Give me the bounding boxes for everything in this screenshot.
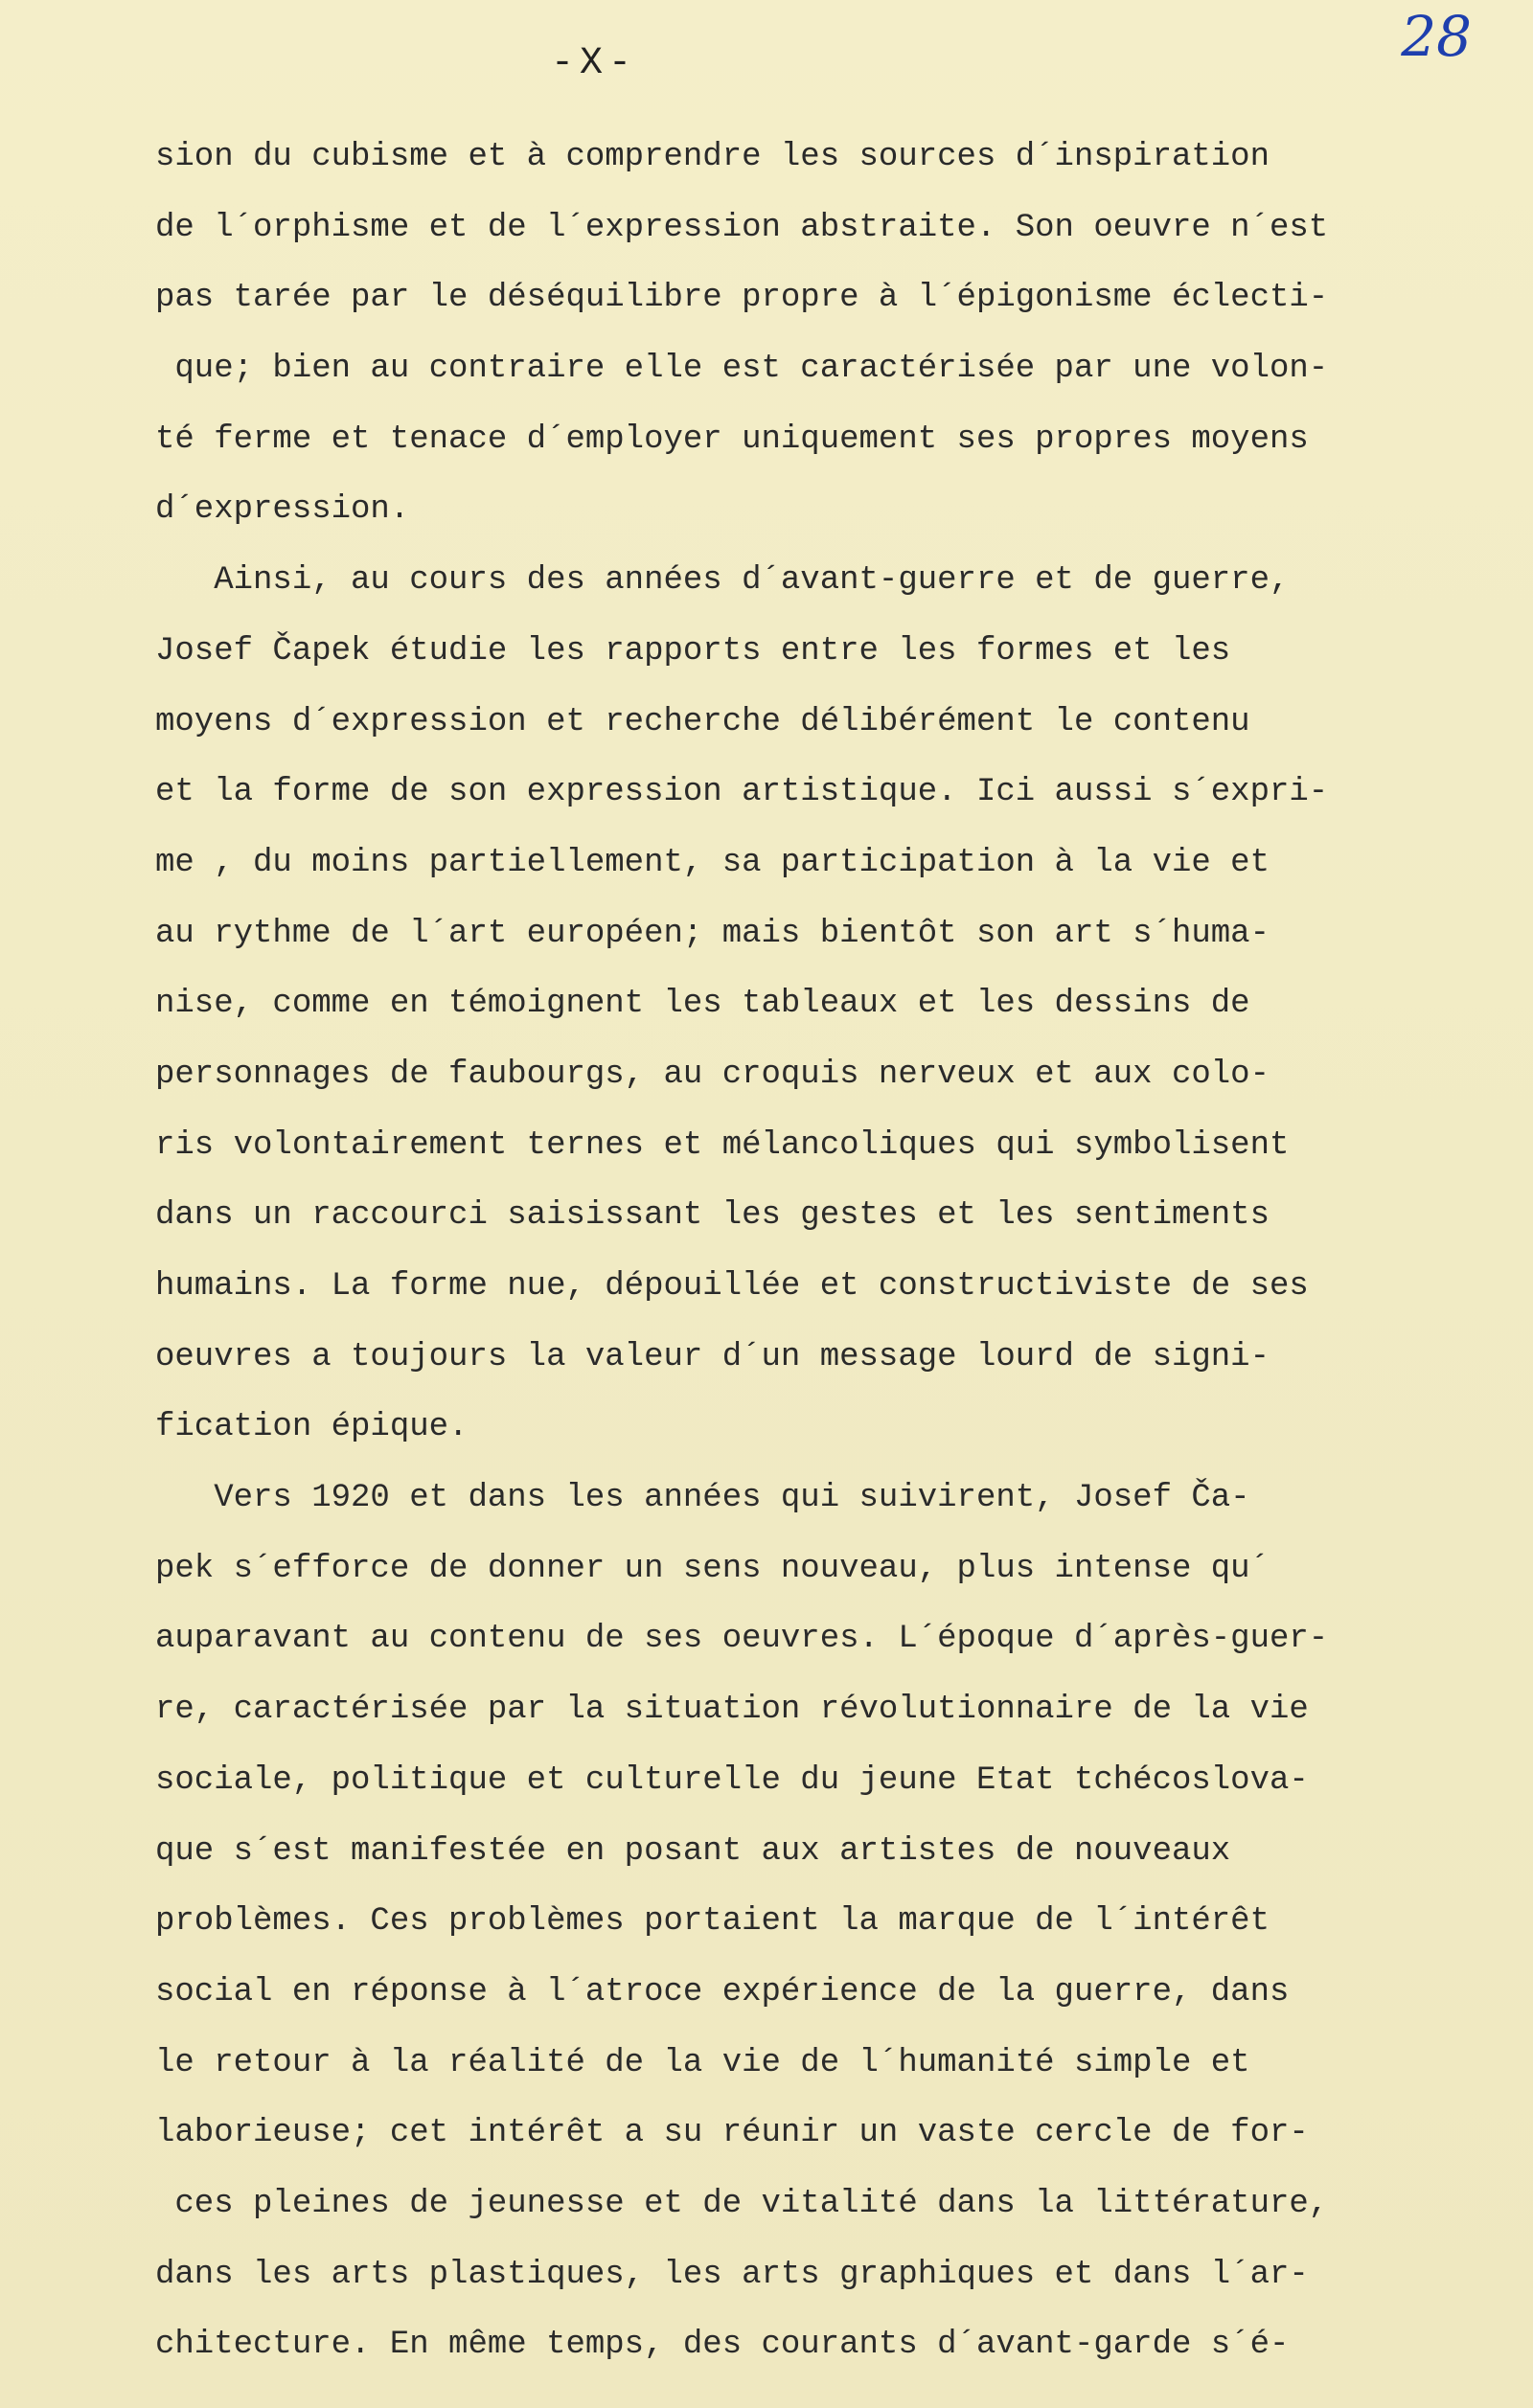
- text-line: dans un raccourci saisissant les gestes et les sentiments: [155, 1197, 1270, 1235]
- section-marker: -X-: [551, 42, 638, 85]
- text-line: social en réponse à l´atroce expérience de la guerre, dans: [155, 1973, 1290, 2010]
- text-line: laborieuse; cet intérêt a su réunir un vaste cercle de for-: [155, 2115, 1309, 2152]
- text-line: auparavant au contenu de ses oeuvres. L´époque d´après-guer-: [155, 1621, 1329, 1658]
- body-text: [155, 123, 1439, 2381]
- text-line: re, caractérisée par la situation révolutionnaire de la vie: [155, 1692, 1309, 1729]
- text-line: sociale, politique et culturelle du jeune Etat tchécoslova-: [155, 1761, 1309, 1799]
- text-line: ris volontairement ternes et mélancoliques qui symbolisent: [155, 1126, 1290, 1164]
- text-line: té ferme et tenace d´employer uniquement ses propres moyens: [155, 420, 1309, 458]
- text-line: nise, comme en témoignent les tableaux et les dessins de: [155, 986, 1250, 1023]
- text-line: que; bien au contraire elle est caractérisée par une volon-: [155, 351, 1329, 388]
- text-line: pas tarée par le déséquilibre propre à l´épigonisme éclecti-: [155, 280, 1329, 317]
- text-line: pek s´efforce de donner un sens nouveau, plus intense qu´: [155, 1550, 1270, 1587]
- text-line: Ainsi, au cours des années d´avant-guerre et de guerre,: [155, 562, 1290, 600]
- text-line: au rythme de l´art européen; mais bientôt son art s´huma-: [155, 915, 1270, 952]
- text-line: me , du moins partiellement, sa participation à la vie et: [155, 844, 1270, 881]
- text-line: et la forme de son expression artistique. Ici aussi s´expri-: [155, 774, 1329, 811]
- text-line: oeuvres a toujours la valeur d´un message lourd de signi-: [155, 1338, 1270, 1375]
- text-line: le retour à la réalité de la vie de l´humanité simple et: [155, 2044, 1250, 2081]
- text-line: sion du cubisme et à comprendre les sources d´inspiration: [155, 139, 1270, 175]
- text-line: dans les arts plastiques, les arts graphiques et dans l´ar-: [155, 2256, 1309, 2293]
- text-line: Vers 1920 et dans les années qui suivirent, Josef Ča-: [155, 1480, 1250, 1517]
- text-line: moyens d´expression et recherche délibérément le contenu: [155, 703, 1250, 740]
- text-line: de l´orphisme et de l´expression abstraite. Son oeuvre n´est: [155, 209, 1329, 246]
- text-line: Josef Čapek étudie les rapports entre les formes et les: [155, 632, 1231, 670]
- text-line: fication épique.: [155, 1409, 469, 1446]
- text-line: personnages de faubourgs, au croquis nerveux et aux colo-: [155, 1056, 1270, 1093]
- text-line: humains. La forme nue, dépouillée et constructiviste de ses: [155, 1268, 1309, 1305]
- text-line: d´expression.: [155, 491, 410, 529]
- text-line: ces pleines de jeunesse et de vitalité dans la littérature,: [155, 2185, 1329, 2222]
- text-line: chitecture. En même temps, des courants d´avant-garde s´é-: [155, 2327, 1290, 2364]
- text-line: problèmes. Ces problèmes portaient la marque de l´intérêt: [155, 1903, 1270, 1941]
- page-number: 28: [1401, 4, 1472, 69]
- text-line: que s´est manifestée en posant aux artistes de nouveaux: [155, 1832, 1231, 1870]
